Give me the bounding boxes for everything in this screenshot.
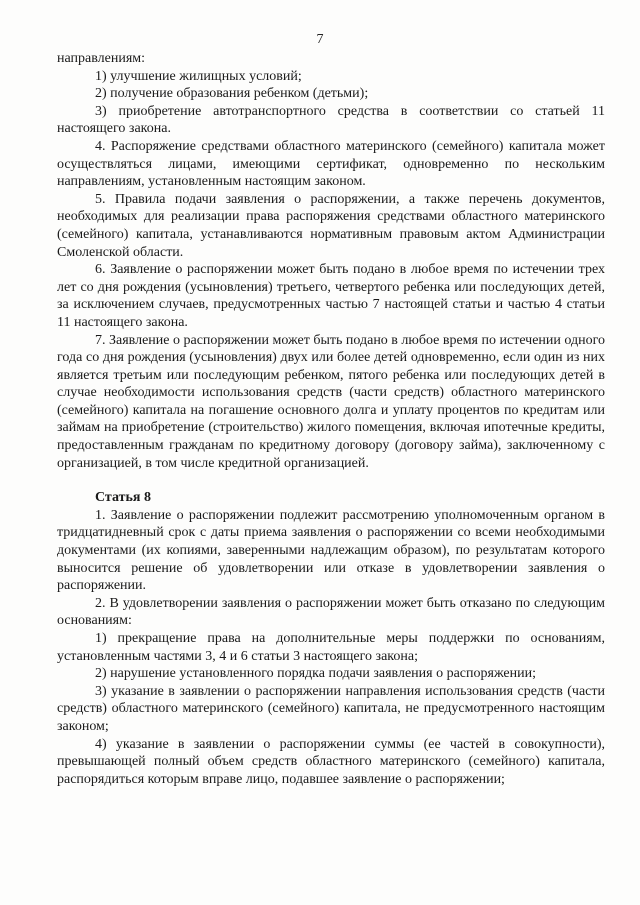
- paragraph: 6. Заявление о распоряжении может быть подано в любое время по истечении трех лет со дня рождения (усыновления) третьего, четвертого ребенка или последующих детей, за исключением случаев, предусмотренных частью 7 настоящей статьи и частью 4 статьи 11 настоящего закона.: [57, 262, 605, 330]
- list-item: 3) приобретение автотранспортного средства в соответствии со статьей 11 настоящего закона.: [57, 103, 605, 137]
- list-item: 1) прекращение права на дополнительные меры поддержки по основаниям, установленным частями 3, 4 и 6 статьи 3 настоящего закона;: [57, 631, 605, 664]
- page-number: 7: [316, 32, 324, 47]
- paragraph: 7. Заявление о распоряжении может быть подано в любое время по истечении одного года со дня рождения (усыновления) двух или более детей одновременно, если один из них является третьим или последующим ребенком, пятого ребенка или последующих детей в случае необходимости использования средств (части средств) областного материнского (семейного) капитала на погашение основного долга и уплату процентов по кредитам или займам на приобретение (строительство) жилого помещения, включая ипотечные кредиты, предоставленным гражданам по кредитному договору (договору займа), заключенному с организацией, в том числе кредитной организацией.: [57, 332, 606, 471]
- list-item: 3) указание в заявлении о распоряжении направления использования средств (части средств) областного материнского (семейного) капитала, не предусмотренного настоящим законом;: [57, 683, 605, 734]
- list-item: 4) указание в заявлении о распоряжении суммы (ее частей в совокупности), превышающей полный объем средств областного материнского (семейного) капитала, распорядиться которым вправе лицо, подавшее заявление о распоряжении;: [57, 736, 605, 787]
- list-item: 2) нарушение установленного порядка подачи заявления о распоряжении;: [95, 666, 537, 682]
- list-item: 2) получение образования ребенком (детьми);: [95, 86, 369, 102]
- article-heading: Статья 8: [95, 490, 151, 506]
- paragraph: 4. Распоряжение средствами областного материнского (семейного) капитала может осуществляться лицами, имеющими сертификат, одновременно по нескольким направлениям, установленным настоящим законом.: [57, 138, 605, 190]
- paragraph: направлениям:: [57, 51, 146, 66]
- paragraph: 5. Правила подачи заявления о распоряжении, а также перечень документов, необходимых для реализации права распоряжения средствами областного материнского (семейного) капитала, устанавливаются нормативным правовым актом Администрации Смоленской области.: [57, 191, 605, 260]
- document-body: [57, 50, 605, 788]
- paragraph: 1. Заявление о распоряжении подлежит рассмотрению уполномоченным органом в тридцатидневный срок с даты приема заявления о распоряжении со всеми необходимыми документами (их копиями, заверенными надлежащим образом), по результатам которого выносится решение об удовлетворении или отказе в удовлетворении заявления о распоряжении.: [57, 507, 605, 594]
- paragraph: 2. В удовлетворении заявления о распоряжении может быть отказано по следующим основаниям:: [57, 595, 605, 629]
- list-item: 1) улучшение жилищных условий;: [95, 68, 302, 84]
